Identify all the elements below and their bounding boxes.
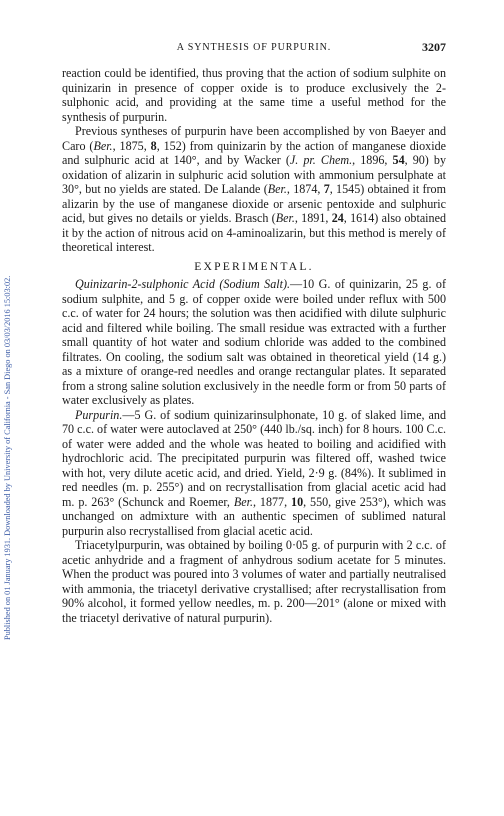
text-run: , 1877, <box>252 494 292 509</box>
download-provenance-text: Published on 01 January 1931. Downloaded by University of California - San Diego on 03/03/2016 15:03:02. <box>3 275 12 640</box>
text-run: , 1545) obtained it from alizarin by the use of manganese dioxide or arsenic pentoxide and sulphuric acid, but gives no details or yields. Brasch ( <box>62 182 446 225</box>
citation-journal: Ber. <box>93 138 113 153</box>
subsection-title: Purpurin. <box>75 407 123 422</box>
text-run: , 1875, <box>112 138 151 153</box>
running-title: A SYNTHESIS OF PURPURIN. <box>176 42 332 53</box>
citation-journal: Ber. <box>233 494 253 509</box>
citation-journal: Ber. <box>267 182 287 196</box>
text-run: —5 G. of sodium quinizarinsulphonate, 10 g. of slaked lime, and 70 c.c. of water were autoclaved at 250° (440 lb./sq. inch) for 8 hours. 100 C.c. of water were added and the whole was heated to boiling and acidified with hydrochloric acid. The precipitated purpurin was filtered off, washed twice with hot, very dilute acetic acid, and dried. Yield, 2·9 g. (84%). It sublimed in red needles (m. p. 255°) and on recrystallisation from glacial acetic acid had m. p. 263° (Schunck and Roemer, <box>62 407 446 509</box>
download-provenance-note <box>3 40 17 640</box>
text-run: —10 G. of quinizarin, 25 g. of sodium sulphite, and 5 g. of copper oxide were boiled under reflux with 500 c.c. of water for 24 hours; the solution was then acidified with dilute sulphuric acid and filtered while boiling. The small residue was extracted with a further small quantity of hot water and sodium chloride was added to the combined filtrates. On cooling, the sodium salt was obtained in theoretical yield (14 g.) as a mixture of orange-red needles and orange rectangular plates. It separated from a strong saline solution exclusively in the needle form or from 50 parts of water exclusively as plates. <box>62 277 446 407</box>
paragraph-sulphonic-acid <box>62 277 446 408</box>
paragraph-previous-syntheses <box>62 124 446 255</box>
citation-volume: 54 <box>392 153 405 167</box>
text-run: , 152) from quinizarin by the action of manganese dioxide and sulphuric acid at 140°, and by Wacker ( <box>62 138 447 167</box>
text-run: , 550, give 253°), which was unchanged on admixture with an authentic specimen of sublimed natural purpurin also recrystallised from glacial acetic acid. <box>62 494 446 538</box>
paragraph-conclusion: reaction could be identified, thus proving that the action of sodium sulphite on quinizarin in presence of copper oxide is to produce exclusively the 2-sulphonic acid, and providing at the same time a useful method for the synthesis of purpurin. <box>62 66 446 124</box>
citation-journal: J. pr. Chem. <box>289 153 353 167</box>
text-run: , 1891, <box>294 211 332 225</box>
text-run: , 1614) also obtained it by the action of nitrous acid on 4-aminoalizarin, but this method is merely of theoretical interest. <box>62 211 447 254</box>
text-run: , 1896, <box>352 153 393 167</box>
page-number: 3207 <box>422 40 446 54</box>
citation-volume: 10 <box>291 494 304 509</box>
text-run: Previous syntheses of purpurin have been accomplished by von Baeyer and Caro ( <box>62 124 446 153</box>
citation-volume: 7 <box>323 182 330 196</box>
citation-volume: 8 <box>150 138 157 153</box>
text-run: , 90) by oxidation of alizarin in sulphuric acid solution with ammonium persulphate at 30°, but no yields are stated. De Lalande ( <box>62 153 446 196</box>
article-body <box>62 66 446 625</box>
subsection-subtitle: (Sodium Salt). <box>219 277 291 291</box>
page-header <box>62 40 446 56</box>
paragraph-triacetylpurpurin: Triacetylpurpurin, was obtained by boiling 0·05 g. of purpurin with 2 c.c. of acetic anhydride and a fragment of anhydrous sodium acetate for 5 minutes. When the product was poured into 3 volumes of water and partially neutralised with ammonia, the triacetyl derivative crystallised; after recrystallisation from 90% alcohol, it formed yellow needles, m. p. 200—201° (alone or mixed with the triacetyl derivative of natural purpurin). <box>62 538 446 625</box>
paragraph-purpurin <box>62 408 446 539</box>
citation-journal: Ber. <box>275 211 295 225</box>
section-heading-experimental: EXPERIMENTAL. <box>194 259 314 273</box>
citation-volume: 24 <box>331 211 344 225</box>
text-run: , 1874, <box>286 182 324 196</box>
subsection-title: Quinizarin-2-sulphonic Acid <box>75 277 215 291</box>
